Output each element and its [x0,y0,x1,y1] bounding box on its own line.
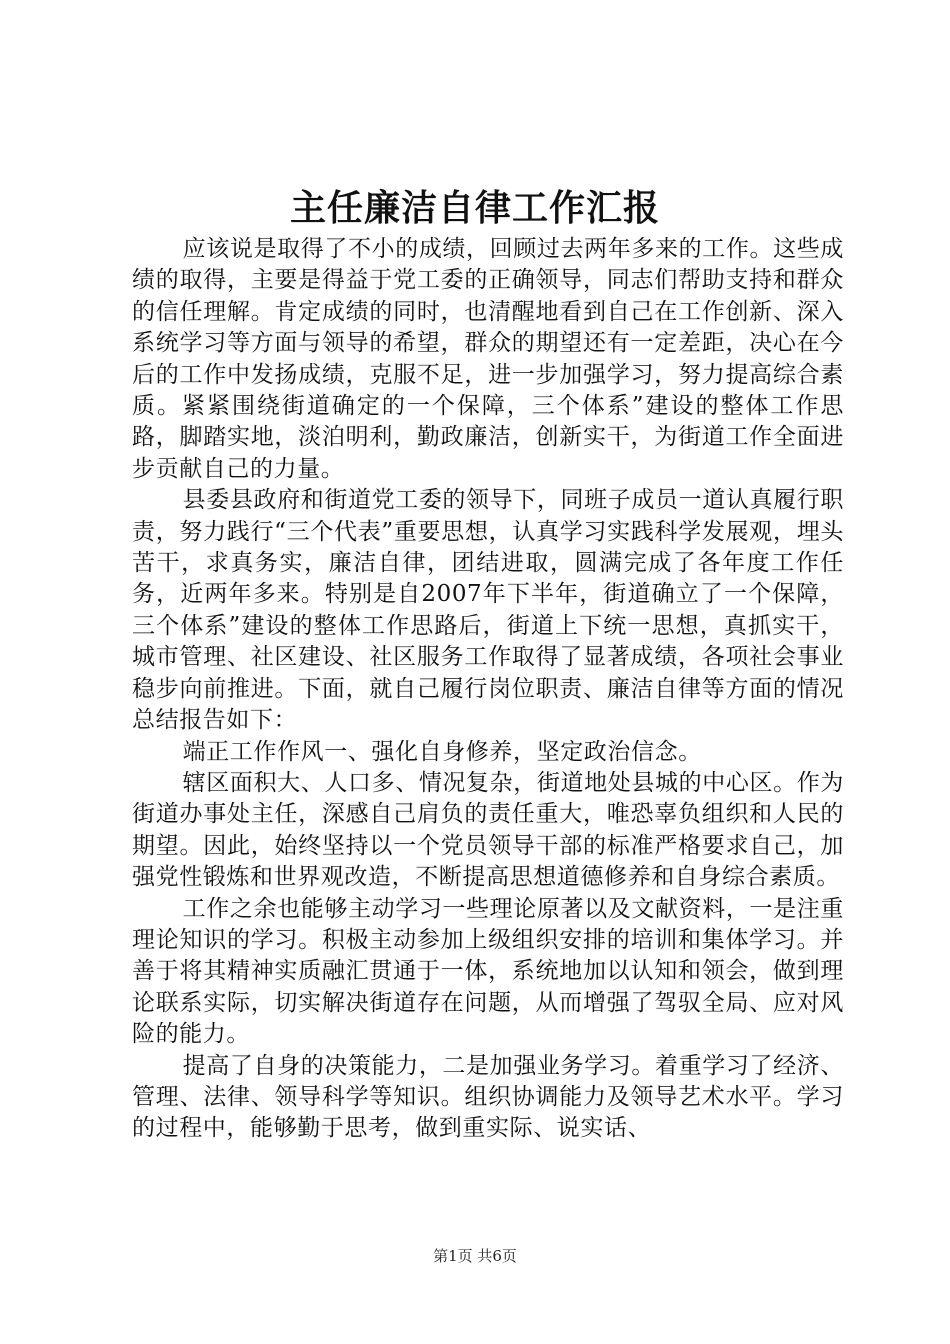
paragraph-2: 县委县政府和街道党工委的领导下，同班子成员一道认真履行职责，努力践行“三个代表”重要思想，认真学习实践科学发展观，埋头苦干，求真务实，廉洁自律，团结进取，圆满完成了各年度工作任务，近两年多来。特别是自2007年下半年，街道确立了一个保障，三个体系”建设的整体工作思路后，街道上下统一思想，真抓实干，城市管理、社区建设、社区服务工作取得了显著成绩，各项社会事业稳步向前推进。下面，就自己履行岗位职责、廉洁自律等方面的情况总结报告如下： [132,487,844,734]
paragraph-6: 提高了自身的决策能力，二是加强业务学习。着重学习了经济、管理、法律、领导科学等知识。组织协调能力及领导艺术水平。学习的过程中，能够勤于思考，做到重实际、说实话、 [132,1052,844,1142]
paragraph-1: 应该说是取得了不小的成绩，回顾过去两年多来的工作。这些成绩的取得，主要是得益于党工委的正确领导，同志们帮助支持和群众的信任理解。肯定成绩的同时，也清醒地看到自己在工作创新、深入系统学习等方面与领导的希望，群众的期望还有一定差距，决心在今后的工作中发扬成绩，克服不足，进一步加强学习，努力提高综合素质。紧紧围绕街道确定的一个保障，三个体系”建设的整体工作思路，脚踏实地，淡泊明利，勤政廉洁，创新实干，为街道工作全面进步贡献自己的力量。 [132,236,844,482]
paragraph-3: 端正工作作风一、强化自身修养，坚定政治信念。 [182,738,702,765]
document-title: 主任廉洁自律工作汇报 [289,187,660,229]
paragraph-4: 辖区面积大、人口多、情况复杂，街道地处县城的中心区。作为街道办事处主任，深感自己肩负的责任重大，唯恐辜负组织和人民的期望。因此，始终坚持以一个党员领导干部的标准严格要求自己，加强党性锻炼和世界观改造，不断提高思想道德修养和自身综合素质。 [132,769,844,891]
document-body [132,234,844,1145]
page-footer: 第1页 共6页 [433,1247,517,1265]
paragraph-5: 工作之余也能够主动学习一些理论原著以及文献资料，一是注重理论知识的学习。积极主动参加上级组织安排的培训和集体学习。并善于将其精神实质融汇贯通于一体，系统地加以认知和领会，做到理论联系实际，切实解决街道存在问题，从而增强了驾驭全局、应对风险的能力。 [132,895,844,1048]
